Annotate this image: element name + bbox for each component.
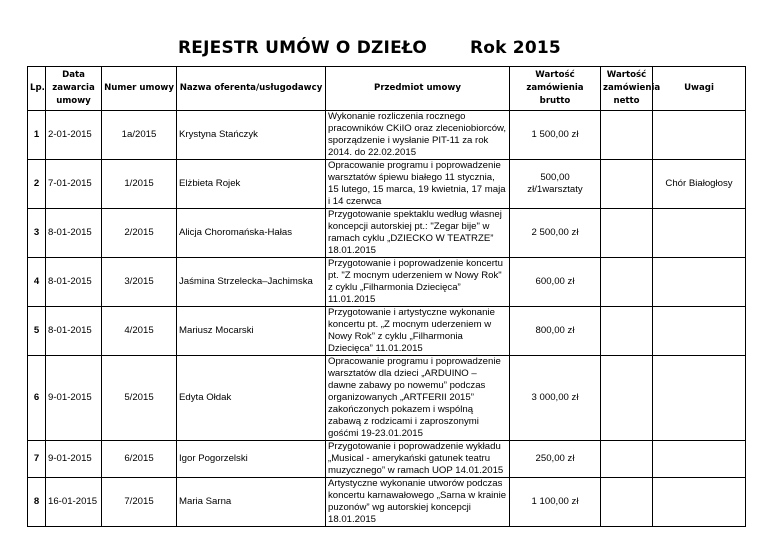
- row-contractor: Mariusz Mocarski: [177, 307, 326, 356]
- row-date: 2-01-2015: [46, 111, 102, 160]
- row-net: [601, 258, 653, 307]
- row-subject: Przygotowanie i poprowadzenie koncertu pt. "Z mocnym uderzeniem w Nowy Rok" z cyklu „Filharmonia Dziecięca” 11.01.2015: [326, 258, 510, 307]
- row-date: 9-01-2015: [46, 356, 102, 441]
- row-subject: Wykonanie rozliczenia rocznego pracowników CKiIO oraz zleceniobiorców, sporządzenie i wysłanie PIT-11 za rok 2014. do 22.02.2015: [326, 111, 510, 160]
- row-net: [601, 160, 653, 209]
- row-contractor: Krystyna Stańczyk: [177, 111, 326, 160]
- contracts-table: [27, 66, 746, 527]
- table-row: [28, 111, 746, 160]
- page-title: REJESTR UMÓW O DZIEŁO: [178, 38, 428, 58]
- row-contractor: Igor Pogorzelski: [177, 441, 326, 478]
- row-date: 16-01-2015: [46, 478, 102, 527]
- row-contractor: Jaśmina Strzelecka–Jachimska: [177, 258, 326, 307]
- row-lp: 3: [28, 209, 46, 258]
- row-gross: 1 500,00 zł: [510, 111, 601, 160]
- row-number: 6/2015: [102, 441, 177, 478]
- row-net: [601, 356, 653, 441]
- column-header-contractor: Nazwa oferenta/usługodawcy: [177, 67, 326, 111]
- row-contractor: Maria Sarna: [177, 478, 326, 527]
- table-row: [28, 478, 746, 527]
- row-notes: [653, 111, 746, 160]
- column-header-number: Numer umowy: [102, 67, 177, 111]
- table-row: [28, 160, 746, 209]
- row-contractor: Elżbieta Rojek: [177, 160, 326, 209]
- table-body: [28, 111, 746, 527]
- row-number: 2/2015: [102, 209, 177, 258]
- row-net: [601, 441, 653, 478]
- column-header-subject: Przedmiot umowy: [326, 67, 510, 111]
- row-gross: 3 000,00 zł: [510, 356, 601, 441]
- row-number: 7/2015: [102, 478, 177, 527]
- row-subject: Opracowanie programu i poprowadzenie warsztatów śpiewu białego 11 stycznia, 15 lutego, 15 marca, 19 kwietnia, 17 maja i 14 czerwca: [326, 160, 510, 209]
- row-contractor: Edyta Ołdak: [177, 356, 326, 441]
- row-lp: 8: [28, 478, 46, 527]
- row-lp: 1: [28, 111, 46, 160]
- row-net: [601, 478, 653, 527]
- row-notes: [653, 441, 746, 478]
- column-header-net: Wartość zamówienia netto: [601, 67, 653, 111]
- row-date: 7-01-2015: [46, 160, 102, 209]
- row-subject: Przygotowanie i poprowadzenie wykładu „Musical - amerykański gatunek teatru muzycznego” w ramach UOP 14.01.2015: [326, 441, 510, 478]
- row-net: [601, 307, 653, 356]
- table-row: [28, 307, 746, 356]
- year-title: Rok 2015: [470, 38, 561, 58]
- row-gross: 500,00 zł/1warsztaty: [510, 160, 601, 209]
- row-gross: 600,00 zł: [510, 258, 601, 307]
- row-date: 8-01-2015: [46, 209, 102, 258]
- row-gross: 2 500,00 zł: [510, 209, 601, 258]
- column-header-notes: Uwagi: [653, 67, 746, 111]
- column-header-date: Data zawarcia umowy: [46, 67, 102, 111]
- row-date: 8-01-2015: [46, 258, 102, 307]
- row-gross: 800,00 zł: [510, 307, 601, 356]
- row-net: [601, 111, 653, 160]
- table-row: [28, 356, 746, 441]
- row-number: 4/2015: [102, 307, 177, 356]
- row-gross: 250,00 zł: [510, 441, 601, 478]
- table-row: [28, 209, 746, 258]
- column-header-lp: Lp.: [28, 67, 46, 111]
- row-lp: 7: [28, 441, 46, 478]
- row-notes: [653, 258, 746, 307]
- row-lp: 6: [28, 356, 46, 441]
- row-lp: 5: [28, 307, 46, 356]
- row-notes: [653, 307, 746, 356]
- row-notes: Chór Białogłosy: [653, 160, 746, 209]
- table-row: [28, 441, 746, 478]
- row-number: 5/2015: [102, 356, 177, 441]
- table-row: [28, 258, 746, 307]
- row-net: [601, 209, 653, 258]
- row-notes: [653, 478, 746, 527]
- row-subject: Przygotowanie spektaklu według własnej koncepcji autorskiej pt.: "Zegar bije" w ramach cyklu „DZIECKO W TEATRZE” 18.01.2015: [326, 209, 510, 258]
- row-contractor: Alicja Choromańska-Hałas: [177, 209, 326, 258]
- row-number: 3/2015: [102, 258, 177, 307]
- row-lp: 2: [28, 160, 46, 209]
- row-number: 1/2015: [102, 160, 177, 209]
- row-date: 9-01-2015: [46, 441, 102, 478]
- row-subject: Opracowanie programu i poprowadzenie warsztatów dla dzieci „ARDUINO – dawne zabawy po nowemu” podczas organizowanych „ARTFERII 2015” zakończonych pokazem i wspólną zabawą z rodzicami i zaproszonymi gośćmi 19-23.01.2015: [326, 356, 510, 441]
- row-gross: 1 100,00 zł: [510, 478, 601, 527]
- row-notes: [653, 209, 746, 258]
- row-date: 8-01-2015: [46, 307, 102, 356]
- row-subject: Artystyczne wykonanie utworów podczas koncertu karnawałowego „Sarna w krainie puzonów” wg autorskiej koncepcji 18.01.2015: [326, 478, 510, 527]
- column-header-gross: Wartość zamówienia brutto: [510, 67, 601, 111]
- row-lp: 4: [28, 258, 46, 307]
- table-header-row: [28, 67, 746, 111]
- row-subject: Przygotowanie i artystyczne wykonanie koncertu pt. „Z mocnym uderzeniem w Nowy Rok” z cyklu „Filharmonia Dziecięca” 11.01.2015: [326, 307, 510, 356]
- row-number: 1a/2015: [102, 111, 177, 160]
- row-notes: [653, 356, 746, 441]
